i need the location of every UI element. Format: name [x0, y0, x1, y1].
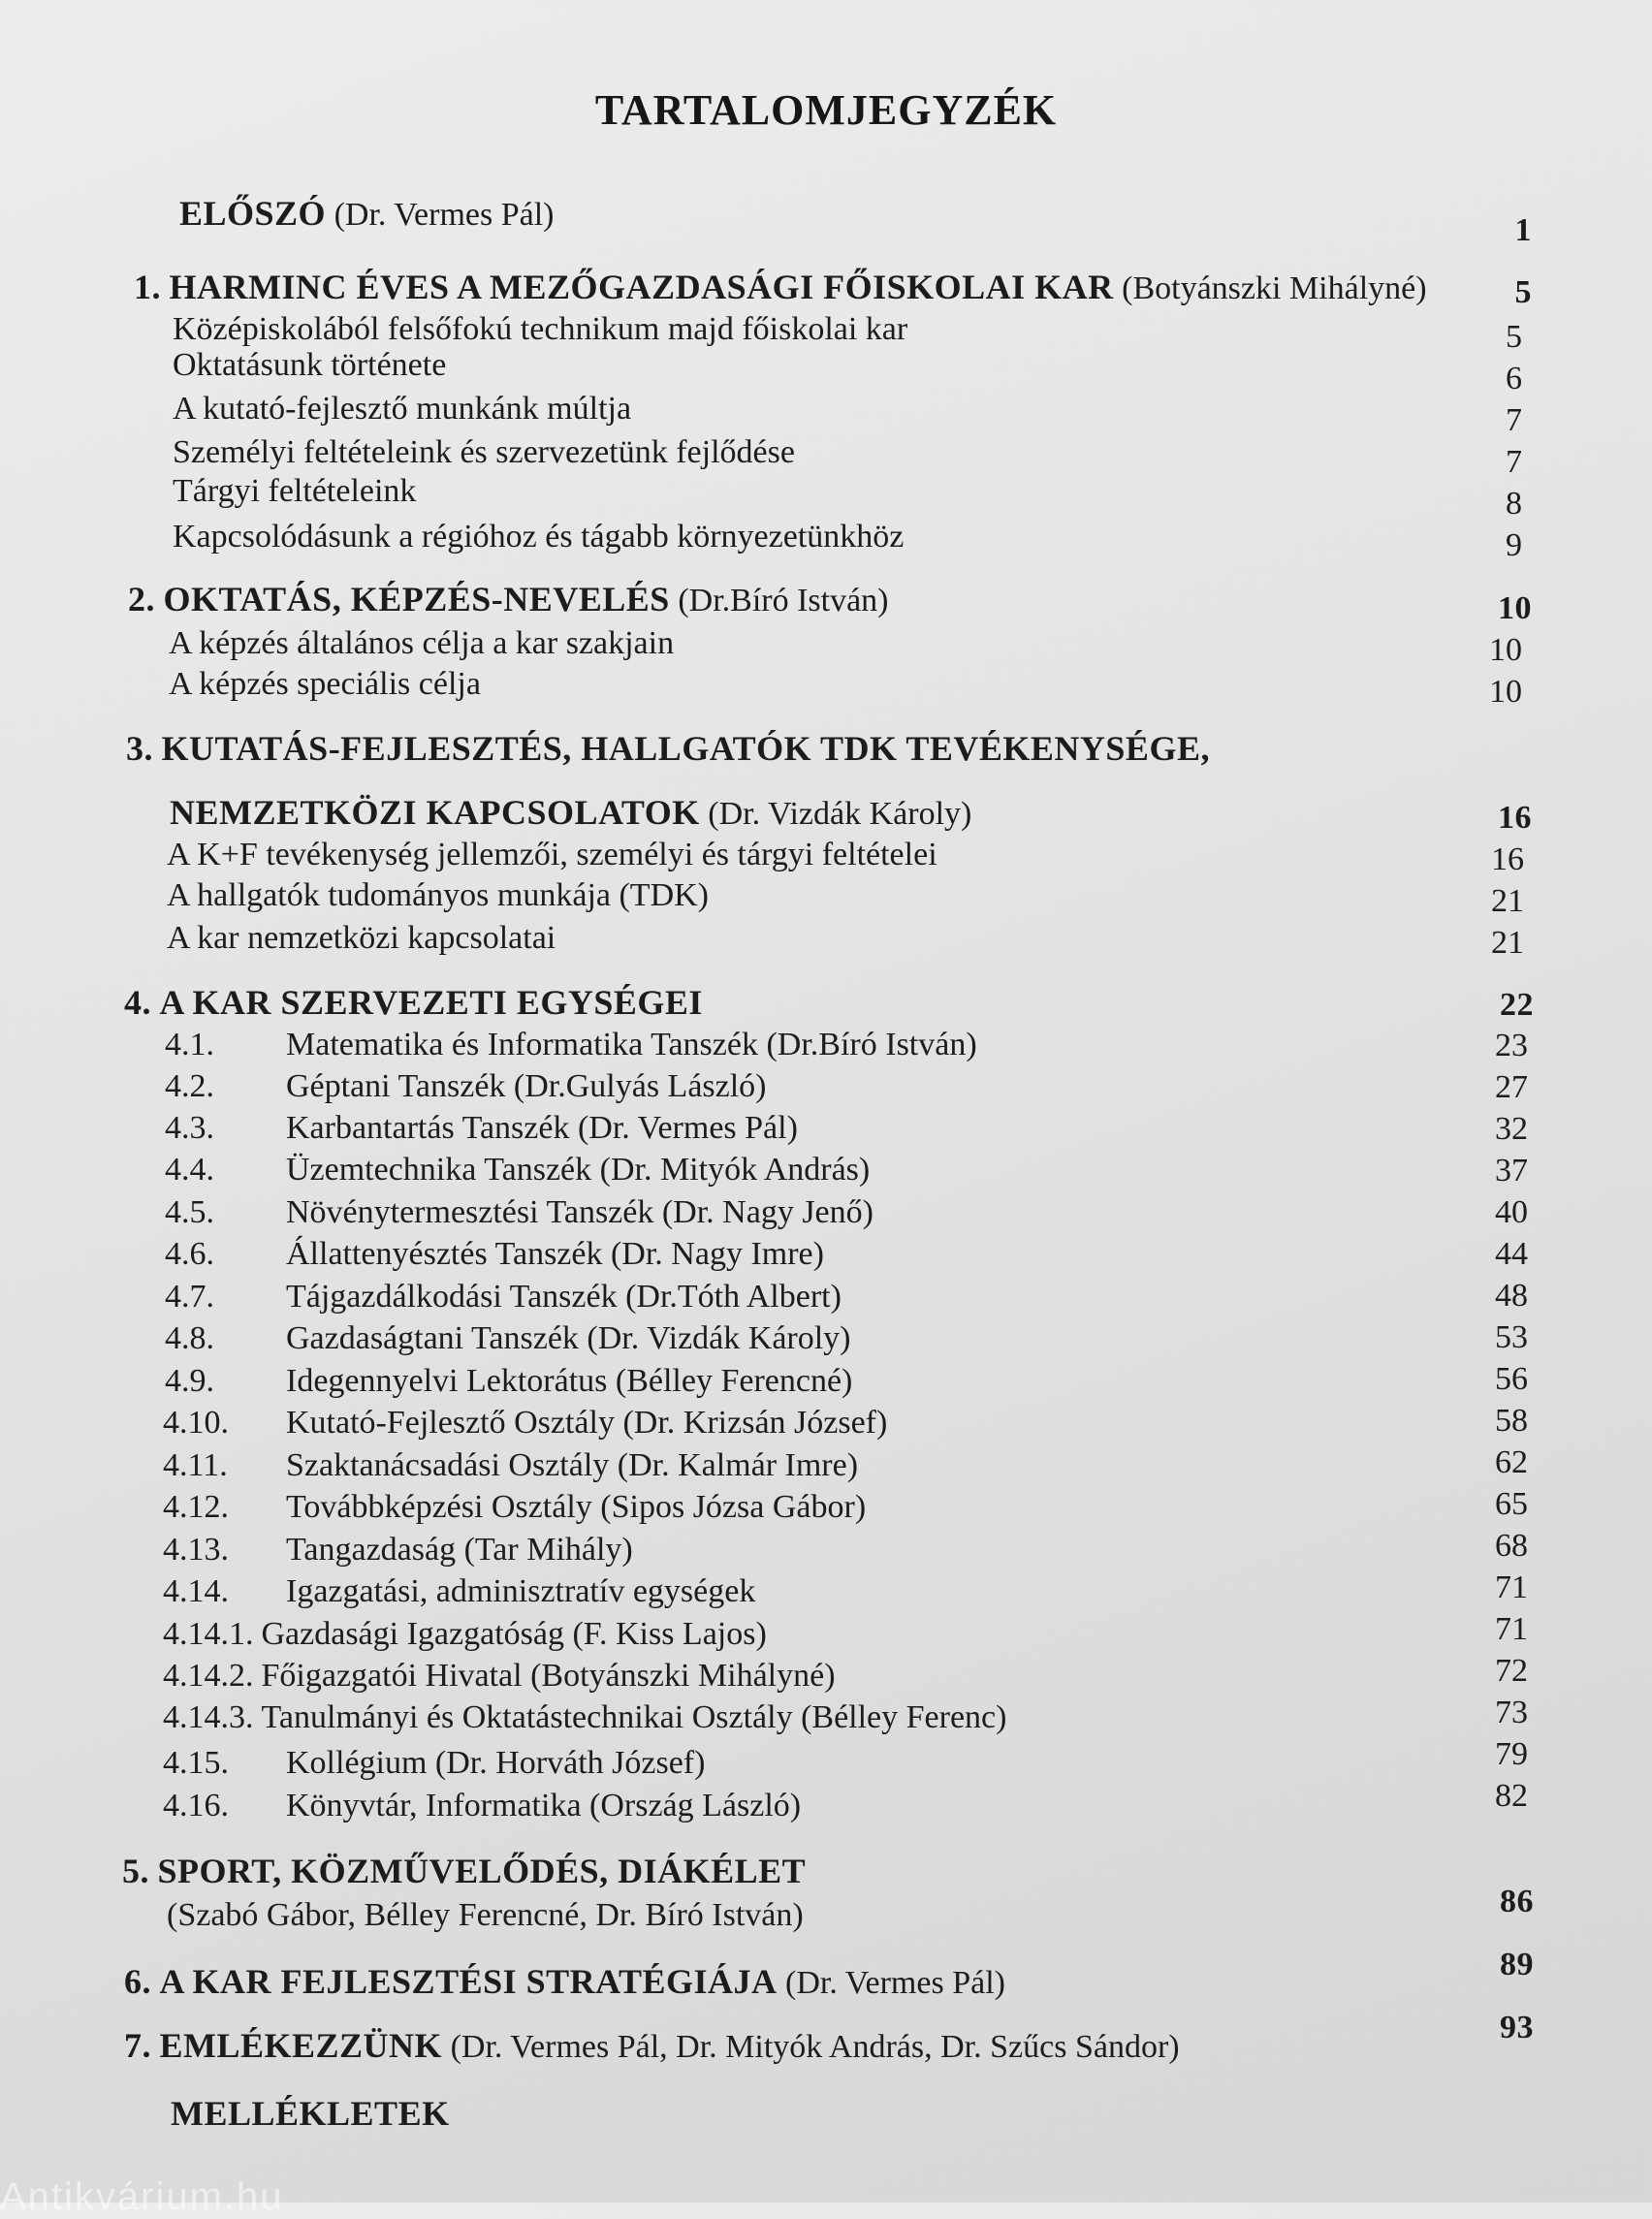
toc-subentry [163, 1787, 801, 1825]
section-title: OKTATÁS, KÉPZÉS-NEVELÉS [163, 580, 670, 618]
entry-number: 4.9. [165, 1363, 214, 1399]
section-number: 3. [126, 729, 153, 768]
toc-subentry: Tárgyi feltételeink [173, 473, 417, 509]
page-number: 21 [1491, 883, 1524, 919]
page-number: 58 [1495, 1403, 1528, 1439]
section-author: (Dr. Vermes Pál) [777, 1965, 1005, 2001]
section-title: EMLÉKEZZÜNK [159, 2026, 443, 2065]
section-author: (Dr. Vermes Pál, Dr. Mityók András, Dr. Szűcs Sándor) [442, 2029, 1180, 2065]
section-author: (Dr.Bíró István) [669, 583, 889, 618]
toc-subentry: Kapcsolódásunk a régióhoz és tágabb környezetünkhöz [173, 519, 905, 555]
toc-subentry: Személyi feltételeink és szervezetünk fejlődése [173, 434, 795, 470]
toc-subentry [163, 1531, 633, 1569]
toc-subentry [165, 1278, 842, 1316]
toc-subentry [165, 1109, 798, 1148]
section-title: KUTATÁS-FEJLESZTÉS, HALLGATÓK TDK TEVÉKENYSÉGE, [161, 729, 1210, 768]
section-authors: (Szabó Gábor, Bélley Ferencné, Dr. Bíró István) [167, 1897, 804, 1933]
entry-number: 4.3. [165, 1110, 214, 1146]
entry-number: 4.13. [163, 1532, 229, 1568]
toc-section-1 [134, 268, 1427, 308]
section-number: 6. [124, 1962, 151, 2001]
page-number: 16 [1498, 800, 1532, 836]
entry-label: Tangazdaság (Tar Mihály) [286, 1532, 633, 1568]
page-number: 37 [1495, 1153, 1528, 1189]
page-number: 62 [1495, 1444, 1528, 1480]
page-number: 8 [1506, 486, 1522, 522]
page-number: 86 [1500, 1884, 1534, 1919]
page-number: 71 [1495, 1569, 1528, 1605]
page-number: 68 [1495, 1528, 1528, 1564]
page-number: 79 [1495, 1736, 1528, 1772]
entry-number: 4.8. [165, 1320, 214, 1356]
toc-subentry [163, 1446, 858, 1485]
page-number: 65 [1495, 1486, 1528, 1522]
section-number: 4. [124, 983, 151, 1022]
page-number: 48 [1495, 1278, 1528, 1314]
entry-number: 4.14.3. [163, 1699, 254, 1735]
entry-label: Gazdasági Igazgatóság (F. Kiss Lajos) [261, 1616, 767, 1652]
page-number: 6 [1506, 361, 1522, 396]
entry-number: 4.10. [163, 1405, 229, 1441]
entry-title: ELŐSZÓ [179, 194, 327, 233]
page-number: 73 [1495, 1695, 1528, 1730]
page-number: 10 [1489, 632, 1522, 668]
entry-label: Növénytermesztési Tanszék (Dr. Nagy Jenő) [286, 1194, 874, 1230]
page-number: 7 [1506, 444, 1522, 480]
page-number: 21 [1491, 925, 1524, 961]
entry-label: Főigazgatói Hivatal (Botyánszki Mihályné) [261, 1658, 836, 1694]
toc-section-6 [124, 1962, 1005, 2003]
section-number: 2. [128, 580, 155, 618]
toc-subentry: A hallgatók tudományos munkája (TDK) [167, 877, 710, 913]
entry-number: 4.1. [165, 1027, 214, 1062]
toc-entry-preface [179, 194, 555, 235]
section-title-cont: NEMZETKÖZI KAPCSOLATOK [170, 793, 700, 832]
page-number: 56 [1495, 1361, 1528, 1397]
section-title: A KAR FEJLESZTÉSI STRATÉGIÁJA [159, 1962, 778, 2001]
page-number: 93 [1500, 2010, 1534, 2045]
entry-label: Idegennyelvi Lektorátus (Bélley Ferencné) [286, 1363, 853, 1399]
entry-label: Könyvtár, Informatika (Ország László) [286, 1788, 802, 1823]
toc-subentry: A képzés általános célja a kar szakjain [169, 625, 675, 661]
entry-number: 4.16. [163, 1788, 229, 1823]
section-title: SPORT, KÖZMŰVELŐDÉS, DIÁKÉLET [157, 1852, 807, 1890]
page-number: 5 [1506, 319, 1522, 355]
page-number: 53 [1495, 1319, 1528, 1355]
page-number: 40 [1495, 1194, 1528, 1230]
entry-author: (Dr. Vermes Pál) [326, 197, 555, 233]
section-number: 1. [134, 268, 161, 306]
entry-label: Géptani Tanszék (Dr.Gulyás László) [286, 1068, 767, 1104]
page-number: 71 [1495, 1611, 1528, 1647]
page-number: 82 [1495, 1778, 1528, 1814]
section-author: (Dr. Vizdák Károly) [699, 796, 972, 832]
entry-label: Karbantartás Tanszék (Dr. Vermes Pál) [286, 1110, 798, 1146]
page-number: 72 [1495, 1653, 1528, 1689]
entry-label: Igazgatási, adminisztratív egységek [286, 1573, 756, 1609]
entry-number: 4.14. [163, 1573, 229, 1609]
entry-label: Matematika és Informatika Tanszék (Dr.Bíró István) [286, 1027, 977, 1062]
toc-section-2 [128, 580, 889, 620]
page-number: 32 [1495, 1111, 1528, 1147]
entry-label: Tanulmányi és Oktatástechnikai Osztály (Bélley Ferenc) [261, 1699, 1007, 1735]
toc-subentry [165, 1151, 870, 1189]
entry-number: 4.14.1. [163, 1616, 254, 1652]
toc-section-4 [124, 983, 703, 1024]
entry-label: Továbbképzési Osztály (Sipos Józsa Gábor) [286, 1489, 867, 1525]
toc-subentry [163, 1698, 1006, 1737]
toc-subentry [163, 1488, 866, 1527]
entry-number: 4.7. [165, 1279, 214, 1315]
entry-label: Állattenyésztés Tanszék (Dr. Nagy Imre) [286, 1236, 824, 1272]
entry-number: 4.5. [165, 1194, 214, 1230]
watermark: Antikvárium.hu [0, 2175, 284, 2218]
entry-number: 4.11. [163, 1447, 228, 1483]
entry-number: 4.14.2. [163, 1658, 254, 1694]
page-number: 27 [1495, 1069, 1528, 1105]
entry-label: Gazdaságtani Tanszék (Dr. Vizdák Károly) [286, 1320, 851, 1356]
appendix-heading: MELLÉKLETEK [171, 2094, 450, 2133]
page-number: 7 [1506, 402, 1522, 438]
toc-subentry: A képzés speciális célja [169, 666, 481, 702]
toc-subentry: Oktatásunk története [173, 347, 447, 383]
entry-label: Tájgazdálkodási Tanszék (Dr.Tóth Albert) [286, 1279, 842, 1315]
toc-subentry [165, 1362, 852, 1401]
toc-section-7 [124, 2026, 1180, 2067]
section-number: 5. [122, 1852, 149, 1890]
page-number: 10 [1489, 674, 1522, 710]
toc-subentry [165, 1235, 824, 1274]
page-title: TARTALOMJEGYZÉK [594, 86, 1058, 134]
toc-subentry [165, 1319, 851, 1358]
toc-section-3 [126, 729, 1210, 770]
entry-number: 4.12. [163, 1489, 229, 1525]
toc-subentry [165, 1193, 874, 1232]
entry-label: Kutató-Fejlesztő Osztály (Dr. Krizsán József) [286, 1405, 888, 1441]
toc-subentry [163, 1615, 767, 1654]
page-number: 10 [1498, 590, 1532, 626]
section-title: HARMINC ÉVES A MEZŐGAZDASÁGI FŐISKOLAI KAR [169, 268, 1114, 306]
page-number: 16 [1491, 841, 1524, 877]
toc-subentry: A kutató-fejlesztő munkánk múltja [173, 391, 632, 427]
entry-label: Szaktanácsadási Osztály (Dr. Kalmár Imre) [286, 1447, 859, 1483]
entry-number: 4.2. [165, 1068, 214, 1104]
page-number: 9 [1506, 527, 1522, 563]
toc-subentry: A kar nemzetközi kapcsolatai [167, 920, 556, 956]
toc-section-5 [122, 1852, 806, 1892]
section-title: A KAR SZERVEZETI EGYSÉGEI [159, 983, 703, 1022]
toc-subentry: Középiskolából felsőfokú technikum majd főiskolai kar [173, 311, 908, 347]
toc-subentry [165, 1026, 977, 1064]
page-number: 22 [1500, 987, 1534, 1023]
entry-number: 4.4. [165, 1152, 214, 1188]
entry-label: Kollégium (Dr. Horváth József) [286, 1745, 706, 1781]
toc-subentry: A K+F tevékenység jellemzői, személyi és tárgyi feltételei [167, 837, 937, 872]
toc-subentry [163, 1657, 836, 1696]
page-number: 5 [1514, 274, 1532, 310]
toc-subentry [163, 1404, 887, 1442]
entry-number: 4.6. [165, 1236, 214, 1272]
entry-label: Üzemtechnika Tanszék (Dr. Mityók András) [286, 1152, 871, 1188]
page-number: 44 [1495, 1236, 1528, 1272]
page-number: 23 [1495, 1028, 1528, 1063]
toc-section-3-cont [170, 793, 971, 834]
section-author: (Botyánszki Mihályné) [1113, 270, 1427, 306]
page-number: 89 [1500, 1947, 1534, 1982]
entry-number: 4.15. [163, 1745, 229, 1781]
toc-subentry [165, 1067, 767, 1106]
page-number: 1 [1514, 212, 1532, 248]
toc-subentry [163, 1744, 705, 1783]
section-number: 7. [124, 2026, 151, 2065]
toc-subentry [163, 1572, 755, 1611]
